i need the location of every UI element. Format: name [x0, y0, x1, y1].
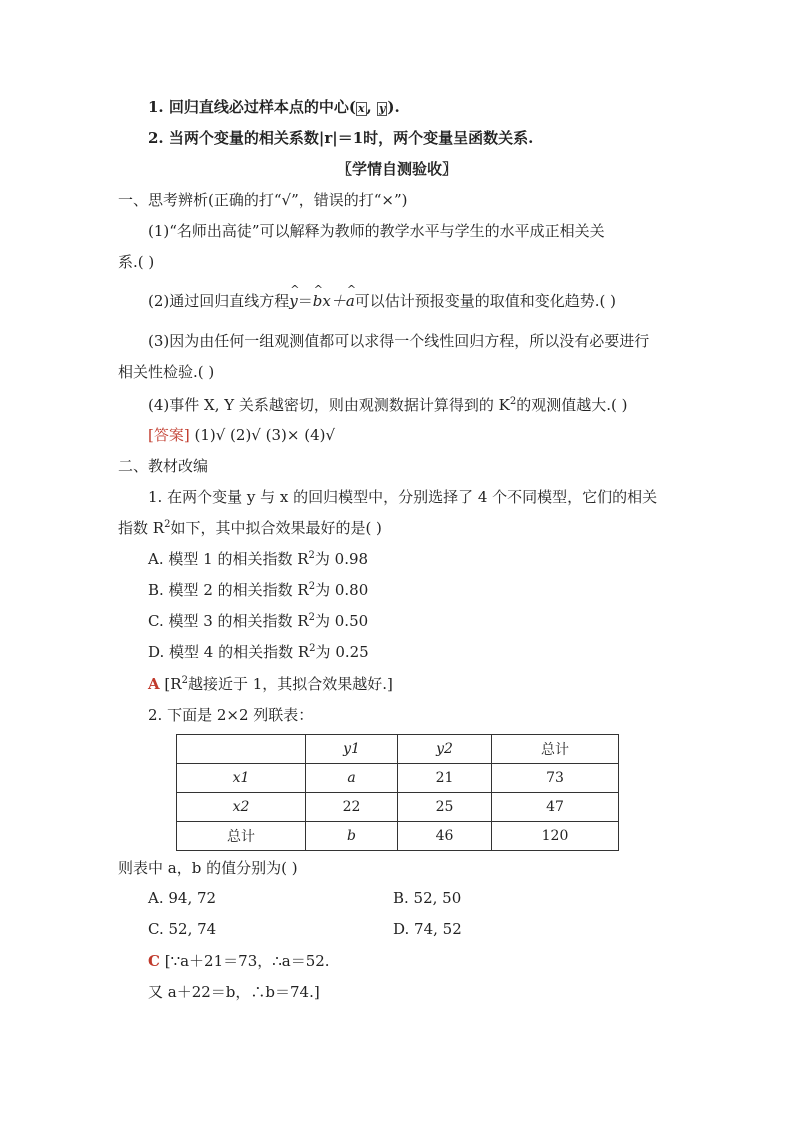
superscript: 2 [509, 396, 517, 407]
superscript: 2 [308, 612, 315, 623]
part2-q1-line2-prefix: 指数 R [118, 519, 165, 537]
part1-q2 [148, 290, 616, 312]
x-plus: x＋ [322, 292, 346, 310]
table-header-row [177, 735, 619, 764]
option-suffix: 为 0.25 [315, 643, 369, 661]
option-a [148, 548, 368, 570]
option-d [148, 641, 369, 663]
part2-q1-line2-suffix: 如下，其中拟合效果最好的是( ) [170, 519, 382, 537]
table-cell: x2 [177, 793, 306, 822]
summary-comma: , [366, 98, 377, 116]
option-prefix: D. 模型 4 的相关指数 R [148, 643, 310, 661]
table-cell: x1 [177, 764, 306, 793]
section-heading: 〖学情自测验收〗 [336, 160, 457, 178]
superscript: 2 [309, 643, 316, 654]
part1-q1-line1: (1)“名师出高徒”可以解释为教师的教学水平与学生的水平成正相关关 [148, 222, 605, 240]
part1-title: 一、思考辨析(正确的打“√”，错误的打“×”) [118, 191, 408, 209]
y-bar-symbol: y [379, 102, 386, 115]
option-prefix: B. 模型 2 的相关指数 R [148, 581, 309, 599]
part2-q2-title: 2. 下面是 2×2 列联表： [148, 706, 314, 724]
table-cell: b [306, 822, 398, 851]
table-cell: y1 [306, 735, 398, 764]
table-cell: 120 [492, 822, 619, 851]
b-hat-symbol: ^ b [313, 290, 323, 312]
table-row [177, 793, 619, 822]
part1-answer [148, 424, 335, 446]
answer-letter: A [148, 675, 160, 693]
option-suffix: 为 0.98 [314, 550, 369, 568]
x-bar-symbol: x [357, 102, 365, 115]
option-c [148, 610, 368, 632]
superscript: 2 [308, 550, 315, 561]
part2-q2-answer-line1 [148, 950, 330, 972]
table-cell: 21 [398, 764, 492, 793]
answer-prefix: [R [159, 675, 182, 693]
table-cell: 25 [398, 793, 492, 822]
part2-q2-answer-line2: 又 a＋22＝b，∴b＝74.] [148, 983, 320, 1001]
table-row [177, 764, 619, 793]
part1-q4 [148, 394, 628, 416]
contingency-table [176, 734, 619, 851]
q2-option-d: D. 74, 52 [393, 920, 462, 938]
table-row [177, 822, 619, 851]
option-suffix: 为 0.50 [315, 612, 369, 630]
summary-item-1 [148, 96, 400, 118]
table-cell [177, 735, 306, 764]
answer-text: (1)√ (2)√ (3)× (4)√ [189, 426, 336, 444]
part1-q4-suffix: 的观测值越大.( ) [516, 396, 628, 414]
part1-q2-prefix: (2)通过回归直线方程 [148, 292, 290, 310]
part1-q2-suffix: 可以估计预报变量的取值和变化趋势.( ) [354, 292, 617, 310]
part2-q1-line1: 1. 在两个变量 y 与 x 的回归模型中，分别选择了 4 个不同模型，它们的相关 [148, 488, 658, 506]
q2-option-b: B. 52, 50 [393, 889, 462, 907]
table-cell: y2 [398, 735, 492, 764]
table-cell: 总计 [177, 822, 306, 851]
table-cell: 总计 [492, 735, 619, 764]
table-cell: 22 [306, 793, 398, 822]
part2-q2-question: 则表中 a，b 的值分别为( ) [118, 859, 298, 877]
equals-sign: ＝ [297, 292, 313, 310]
summary-item-2: 2. 当两个变量的相关系数|r|＝1时，两个变量呈函数关系. [148, 129, 534, 147]
part1-q3-line2: 相关性检验.( ) [118, 363, 215, 381]
option-prefix: A. 模型 1 的相关指数 R [148, 550, 309, 568]
part2-q1-line2 [118, 517, 382, 539]
answer-suffix: 越接近于 1，其拟合效果越好.] [187, 675, 393, 693]
superscript: 2 [308, 581, 316, 592]
table-cell: 47 [492, 793, 619, 822]
superscript: 2 [164, 519, 171, 530]
option-suffix: 为 0.80 [315, 581, 369, 599]
y-hat-symbol: ^ y [289, 290, 297, 312]
summary-item-1-prefix: 1. 回归直线必过样本点的中心( [148, 98, 356, 116]
part1-q1-line2: 系.( ) [118, 253, 155, 271]
part2-q1-answer [148, 673, 393, 695]
part2-title: 二、教材改编 [118, 457, 209, 475]
option-b [148, 579, 368, 601]
option-prefix: C. 模型 3 的相关指数 R [148, 612, 309, 630]
answer-line1-text: [∵a＋21＝73，∴a＝52. [159, 952, 330, 970]
summary-item-1-suffix: ). [387, 98, 400, 116]
part1-q4-prefix: (4)事件 X, Y 关系越密切，则由观测数据计算得到的 K [148, 396, 510, 414]
superscript: 2 [181, 675, 188, 686]
table-cell: 73 [492, 764, 619, 793]
part1-q3-line1: (3)因为由任何一组观测值都可以求得一个线性回归方程，所以没有必要进行 [148, 332, 650, 350]
q2-option-a: A. 94, 72 [148, 889, 217, 907]
a-hat-symbol: ^ a [346, 290, 355, 312]
answer-label: [答案] [148, 426, 190, 444]
q2-option-c: C. 52, 74 [148, 920, 217, 938]
answer-letter: C [148, 952, 160, 970]
table-cell: a [306, 764, 398, 793]
table-cell: 46 [398, 822, 492, 851]
